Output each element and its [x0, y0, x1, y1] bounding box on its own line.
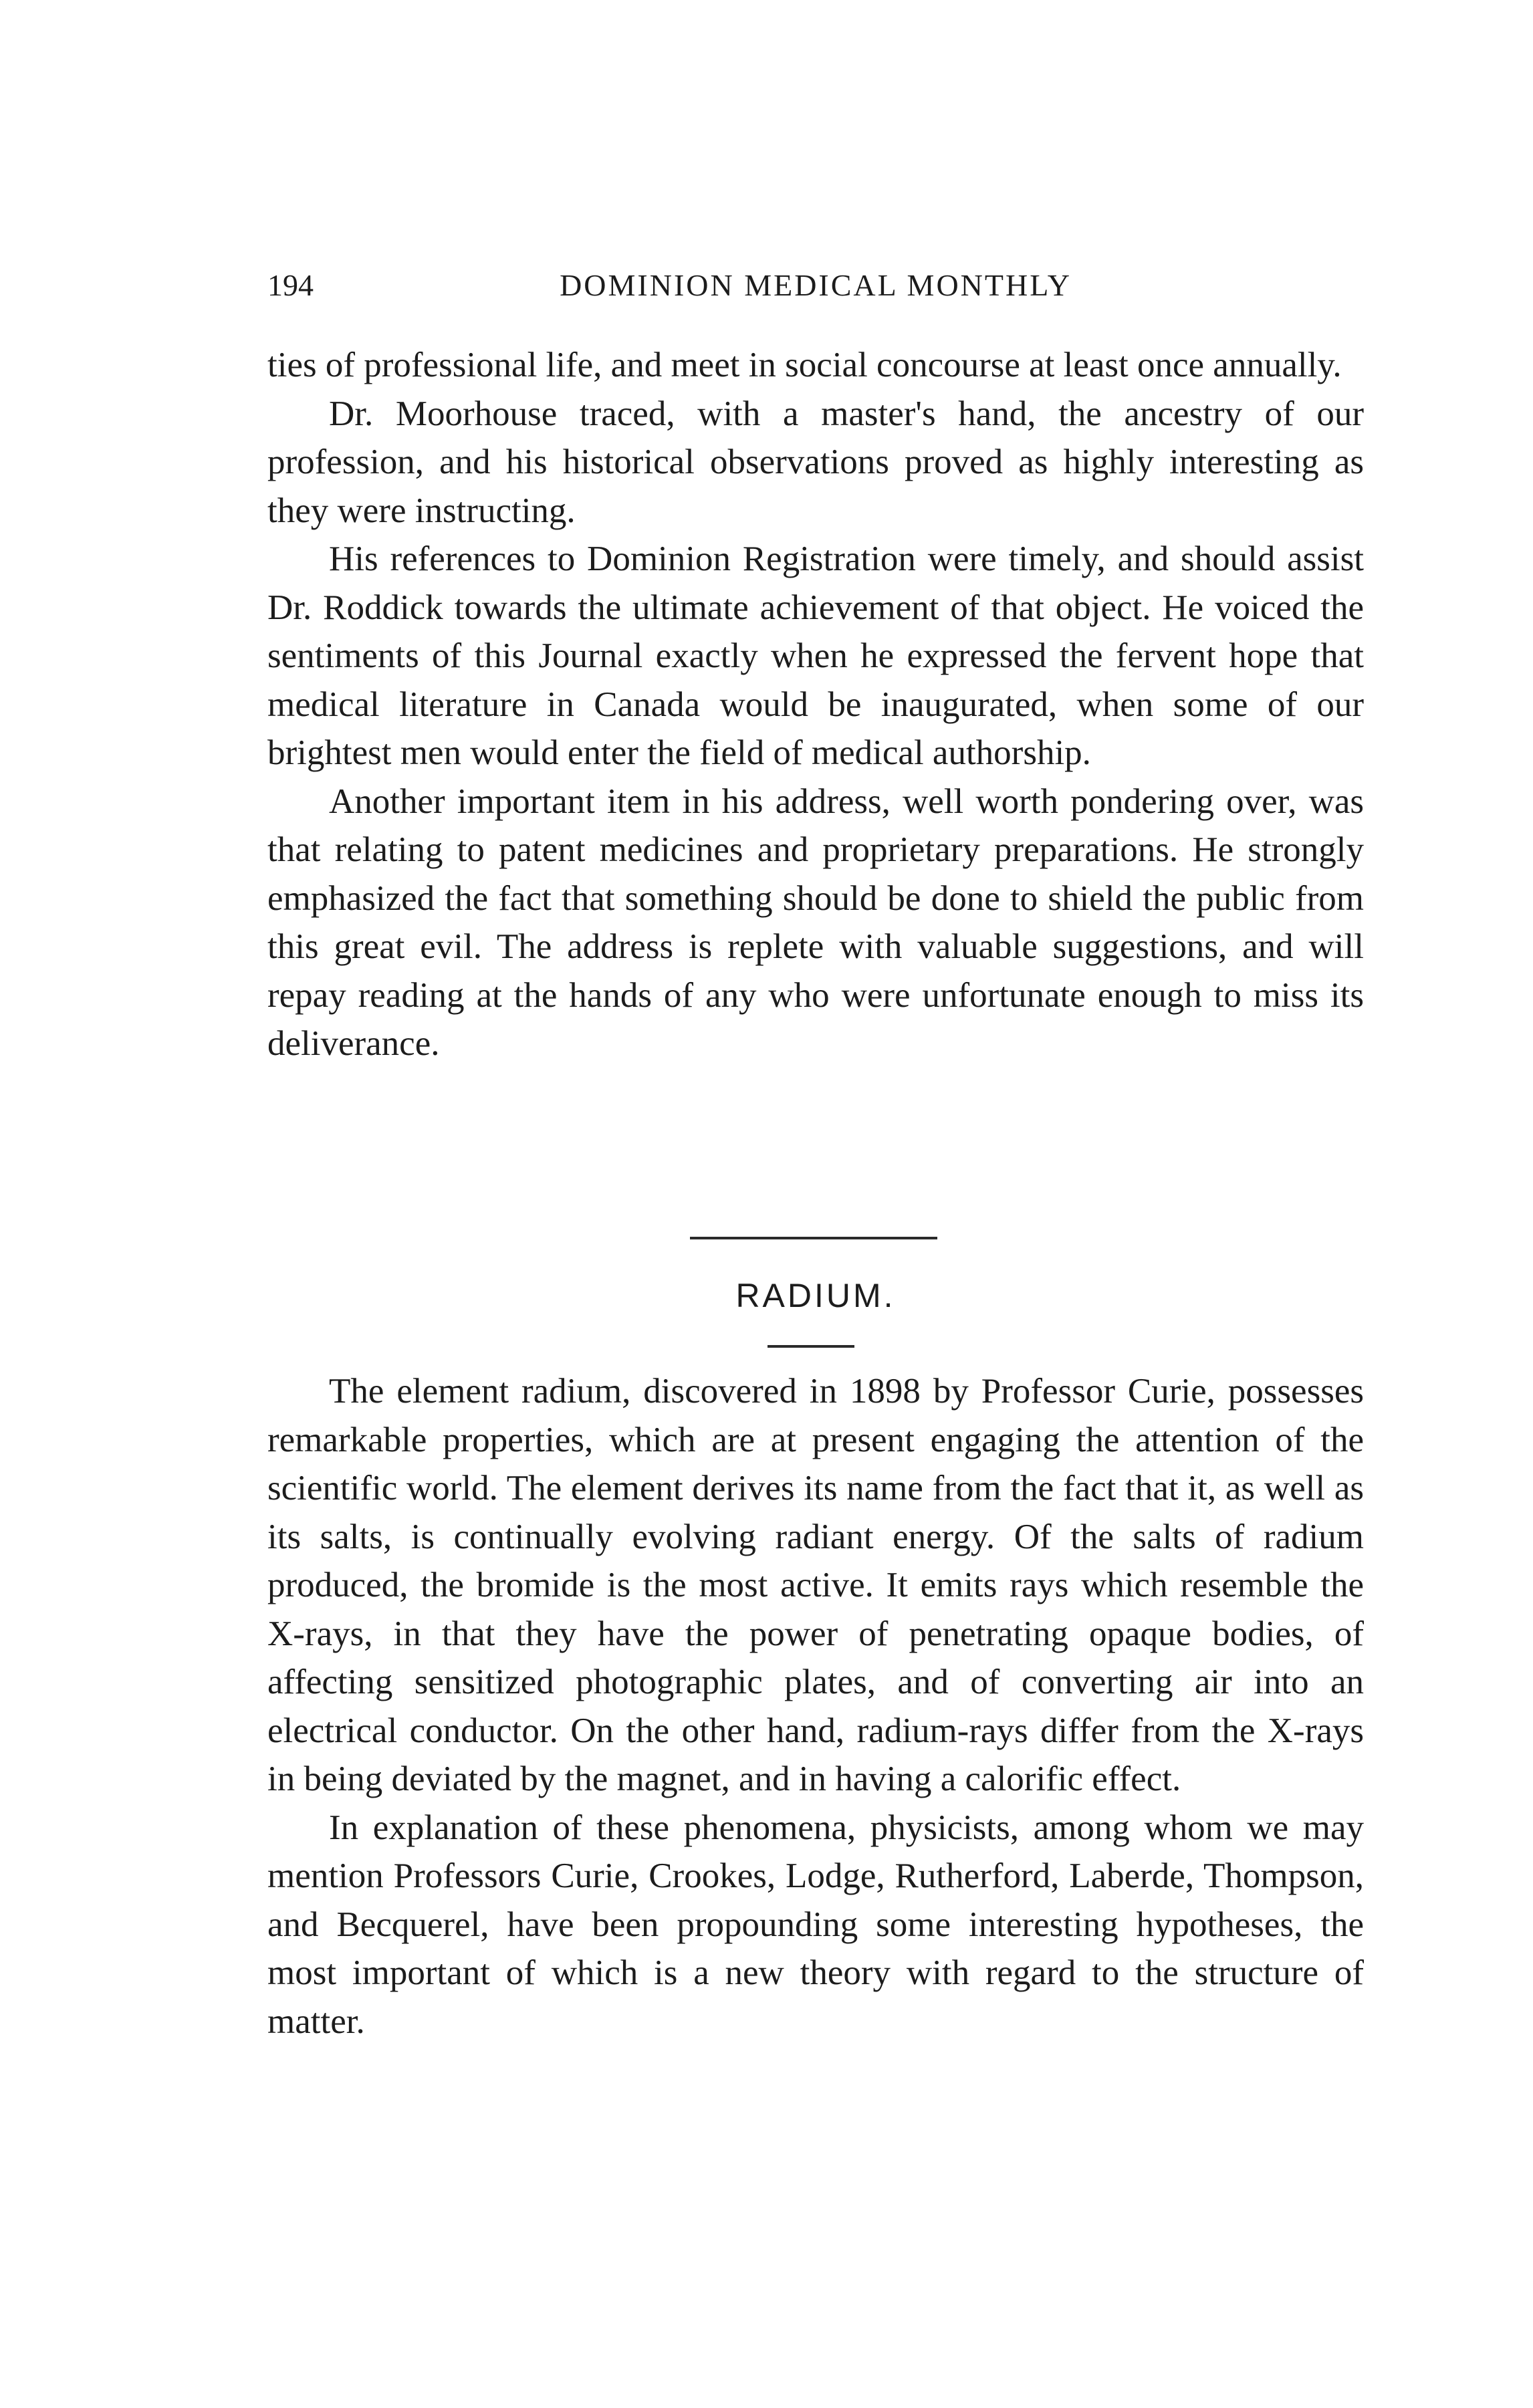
paragraph: ties of professional life, and meet in social concourse at least once annually.: [267, 346, 1342, 384]
article-body-top: [267, 341, 1364, 1068]
section-divider: [690, 1237, 937, 1239]
paragraph: The element radium, discovered in 1898 by Professor Curie, possesses remarkable properties, which are at present engaging the attention of the scientific world. The element derives its name from the fact that it, as well as its salts, is continually evolving radiant energy. Of the salts of radium produced, the bromide is the most active. It emits rays which resemble the X-rays, in that they have the power of penetrating opaque bodies, of affecting sensitized photographic plates, and of converting air into an electrical conductor. On the other hand, radium-rays differ from the X-rays in being deviated by the magnet, and in having a calorific effect.: [267, 1372, 1364, 1798]
article-body-radium: [267, 1367, 1364, 2046]
paragraph: His references to Dominion Registration were timely, and should assist Dr. Roddick towards the ultimate achievement of that object. He voiced the sentiments of this Journal exactly when he expressed the fervent hope that medical literature in Canada would be inaugurated, when some of our brightest men would enter the field of medical authorship.: [267, 539, 1364, 772]
journal-title: DOMINION MEDICAL MONTHLY: [560, 268, 1072, 302]
paragraph: Dr. Moorhouse traced, with a master's hand, the ancestry of our profession, and his historical observations proved as highly interesting as they were instructing.: [267, 394, 1364, 530]
page-number: 194: [267, 268, 314, 302]
paragraph: In explanation of these phenomena, physicists, among whom we may mention Professors Curie, Crookes, Lodge, Rutherford, Laberde, Thompson, and Becquerel, have been propounding some interesting hypotheses, the most important of which is a new theory with regard to the structure of matter.: [267, 1808, 1364, 2041]
running-head: [267, 262, 1364, 309]
section-heading: RADIUM.: [735, 1277, 896, 1314]
heading-underline: [768, 1345, 854, 1348]
paragraph: Another important item in his address, well worth pondering over, was that relating to patent medicines and proprietary preparations. He strongly emphasized the fact that something should be done to shield the public from this great evil. The address is replete with valuable suggestions, and will repay reading at the hands of any who were unfortunate enough to miss its deliverance.: [267, 781, 1364, 1063]
